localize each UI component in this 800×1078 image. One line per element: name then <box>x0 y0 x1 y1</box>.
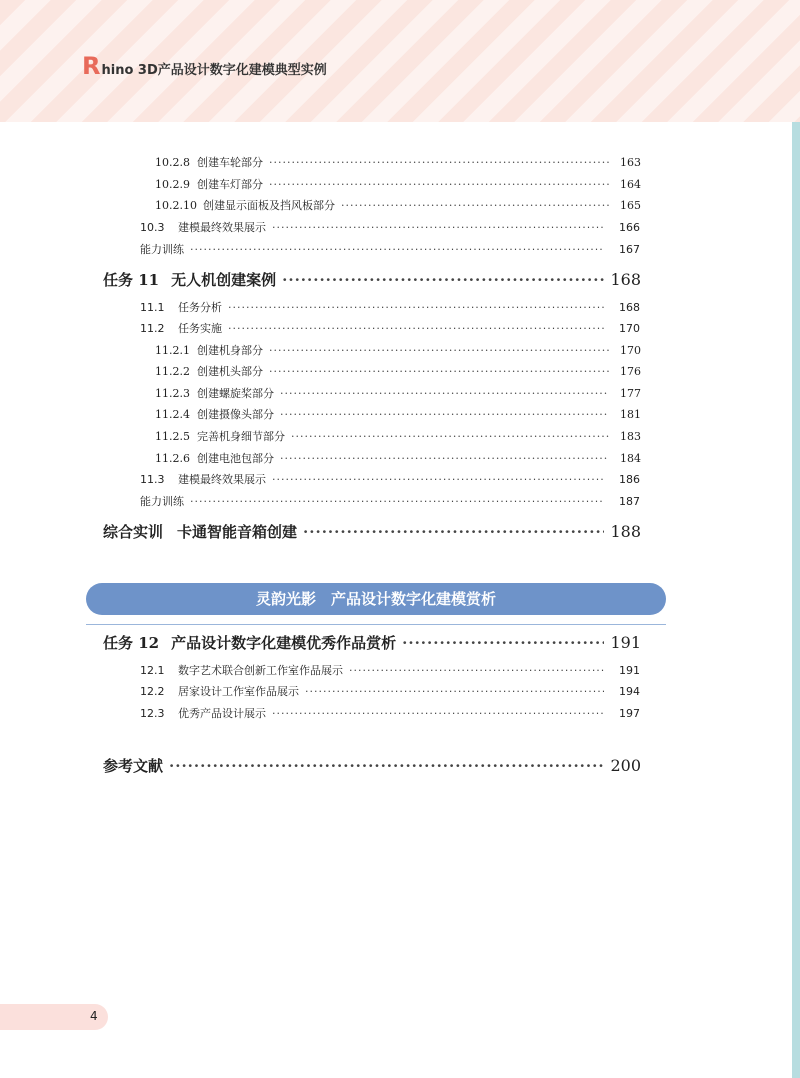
task-page: 200 <box>610 756 641 775</box>
toc-entry[interactable] <box>155 154 641 170</box>
entry-title: 优秀产品设计展示 <box>178 707 266 720</box>
entry-page: 186 <box>619 473 640 486</box>
entry-page: 187 <box>619 495 640 508</box>
entry-page: 170 <box>619 322 640 335</box>
toc-entry[interactable] <box>155 406 641 422</box>
entry-number: 12.2 <box>140 685 165 698</box>
entry-title: 居家设计工作室作品展示 <box>178 685 299 698</box>
entry-number: 10.2.10 <box>155 199 197 212</box>
toc-entry[interactable] <box>155 385 641 401</box>
entry-number: 10.3 <box>140 221 165 234</box>
leader-dots <box>269 344 609 357</box>
entry-number: 11.2.3 <box>155 387 190 400</box>
entry-page: 168 <box>619 301 640 314</box>
entry-number: 10.2.8 <box>155 156 190 169</box>
page-number: 4 <box>90 1009 98 1023</box>
entry-number: 11.3 <box>140 473 165 486</box>
leader-dots <box>282 271 604 289</box>
leader-dots <box>169 757 604 775</box>
leader-dots <box>228 322 604 335</box>
entry-title: 完善机身细节部分 <box>197 430 285 443</box>
leader-dots <box>402 634 604 652</box>
entry-title: 任务分析 <box>178 301 222 314</box>
toc-task-entry[interactable] <box>103 755 641 776</box>
task-page: 168 <box>610 270 641 289</box>
task-title: 无人机创建案例 <box>171 271 277 289</box>
entry-page: 176 <box>620 365 641 378</box>
page-header <box>0 0 800 122</box>
toc-entry[interactable] <box>140 320 640 336</box>
entry-number: 11.2.5 <box>155 430 190 443</box>
side-stripe <box>792 122 800 1078</box>
entry-title: 创建显示面板及挡风板部分 <box>203 199 335 212</box>
leader-dots <box>291 430 609 443</box>
leader-dots <box>272 473 604 486</box>
entry-number: 11.2.1 <box>155 344 190 357</box>
leader-dots <box>269 365 609 378</box>
task-title: 产品设计数字化建模优秀作品赏析 <box>171 634 397 652</box>
toc-entry[interactable] <box>140 219 640 235</box>
entry-number: 12.1 <box>140 664 165 677</box>
toc-entry[interactable] <box>155 342 641 358</box>
toc-entry[interactable] <box>155 197 641 213</box>
leader-dots <box>280 387 609 400</box>
entry-page: 177 <box>620 387 641 400</box>
book-title <box>82 52 327 80</box>
task-page: 188 <box>610 522 641 541</box>
entry-number: 11.2.2 <box>155 365 190 378</box>
task-title: 卡通智能音箱创建 <box>177 523 298 541</box>
toc-entry[interactable] <box>155 450 641 466</box>
entry-number: 12.3 <box>140 707 165 720</box>
task-number: 综合实训 <box>103 523 164 541</box>
entry-title: 创建车轮部分 <box>197 156 263 169</box>
entry-title: 任务实施 <box>178 322 222 335</box>
entry-page: 163 <box>620 156 641 169</box>
toc-task-entry[interactable] <box>103 632 641 653</box>
toc-entry[interactable] <box>155 363 641 379</box>
toc-entry[interactable] <box>140 471 640 487</box>
toc-entry[interactable] <box>140 705 640 721</box>
entry-number: 11.2.4 <box>155 408 190 421</box>
part-banner: 灵韵光影 产品设计数字化建模赏析 <box>86 583 666 615</box>
leader-dots <box>228 301 604 314</box>
toc-entry[interactable] <box>140 299 640 315</box>
toc-entry[interactable] <box>140 683 640 699</box>
leader-dots <box>341 199 609 212</box>
entry-page: 164 <box>620 178 641 191</box>
entry-number: 11.2 <box>140 322 165 335</box>
entry-title: 建模最终效果展示 <box>178 473 266 486</box>
task-number: 任务 12 <box>103 634 160 652</box>
entry-page: 170 <box>620 344 641 357</box>
toc-entry[interactable] <box>140 493 640 509</box>
entry-page: 194 <box>619 685 640 698</box>
entry-number: 11.2.6 <box>155 452 190 465</box>
entry-page: 183 <box>620 430 641 443</box>
entry-title: 数字艺术联合创新工作室作品展示 <box>178 664 343 677</box>
leader-dots <box>272 707 604 720</box>
toc-entry[interactable] <box>140 662 640 678</box>
entry-number: 11.1 <box>140 301 165 314</box>
task-number: 参考文献 <box>103 757 164 775</box>
leader-dots <box>280 452 609 465</box>
toc-entry[interactable] <box>140 241 640 257</box>
leader-dots <box>272 221 604 234</box>
toc-entry[interactable] <box>155 428 641 444</box>
entry-page: 191 <box>619 664 640 677</box>
leader-dots <box>269 178 609 191</box>
toc-task-entry[interactable] <box>103 269 641 290</box>
entry-title: 创建机头部分 <box>197 365 263 378</box>
task-number: 任务 11 <box>103 271 160 289</box>
leader-dots <box>280 408 609 421</box>
entry-title: 创建机身部分 <box>197 344 263 357</box>
entry-title: 能力训练 <box>140 495 184 508</box>
leader-dots <box>190 495 604 508</box>
entry-title: 创建摄像头部分 <box>197 408 274 421</box>
entry-page: 197 <box>619 707 640 720</box>
entry-title: 建模最终效果展示 <box>178 221 266 234</box>
entry-number: 10.2.9 <box>155 178 190 191</box>
entry-title: 能力训练 <box>140 243 184 256</box>
leader-dots <box>190 243 604 256</box>
title-rest: hino 3D产品设计数字化建模典型实例 <box>101 63 327 78</box>
entry-page: 167 <box>619 243 640 256</box>
leader-dots <box>269 156 609 169</box>
entry-title: 创建车灯部分 <box>197 178 263 191</box>
entry-page: 184 <box>620 452 641 465</box>
task-page: 191 <box>610 633 641 652</box>
toc-task-entry[interactable] <box>103 521 641 542</box>
banner-underline <box>86 624 666 625</box>
toc-entry[interactable] <box>155 176 641 192</box>
entry-page: 165 <box>620 199 641 212</box>
entry-page: 181 <box>620 408 641 421</box>
entry-page: 166 <box>619 221 640 234</box>
entry-title: 创建电池包部分 <box>197 452 274 465</box>
title-initial: R <box>82 52 101 80</box>
leader-dots <box>305 685 604 698</box>
entry-title: 创建螺旋桨部分 <box>197 387 274 400</box>
leader-dots <box>303 523 604 541</box>
leader-dots <box>349 664 604 677</box>
